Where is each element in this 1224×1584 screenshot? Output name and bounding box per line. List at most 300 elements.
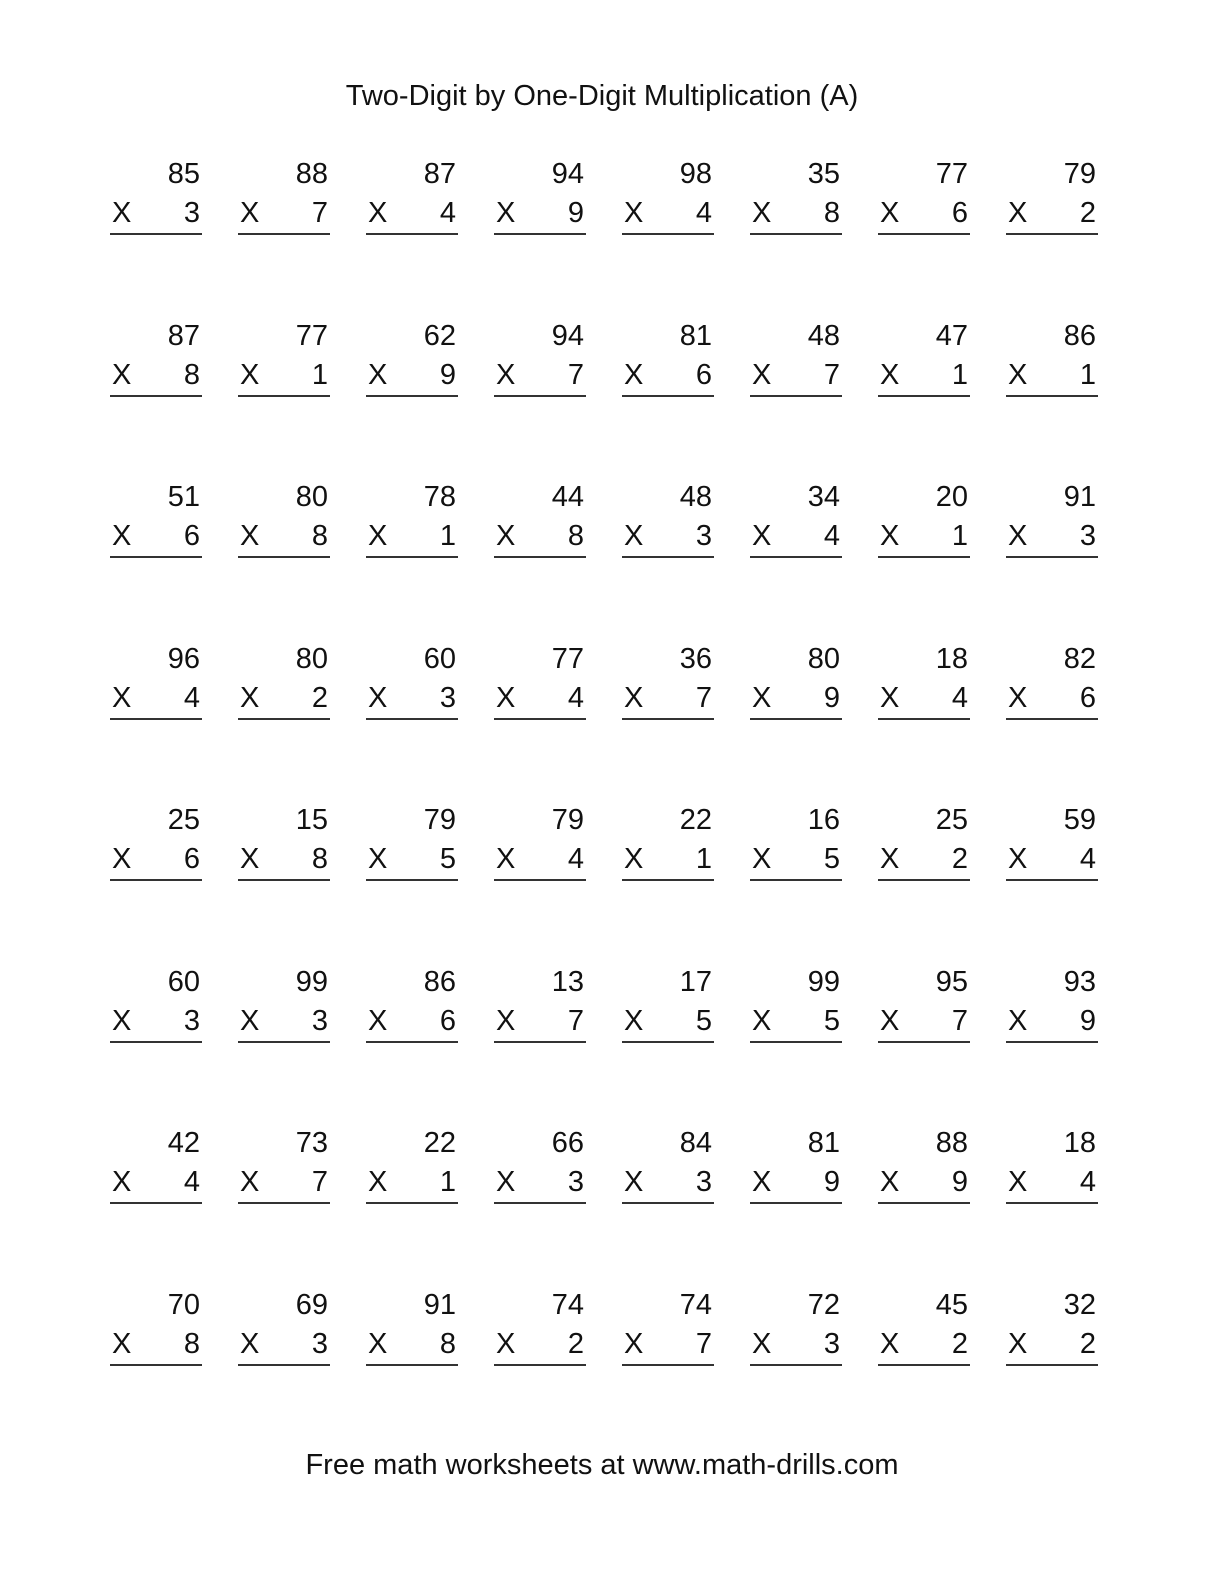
answer-line xyxy=(750,1364,842,1366)
multiplier: 7 xyxy=(951,1004,968,1037)
multiplicand: 34 xyxy=(807,481,840,513)
multiplicand: 20 xyxy=(935,481,968,513)
multiplicand: 74 xyxy=(551,1288,584,1321)
multiplication-problem xyxy=(622,801,714,883)
multiply-sign: X xyxy=(752,1166,772,1198)
multiply-sign: X xyxy=(624,681,644,714)
answer-line xyxy=(878,1202,970,1204)
multiplicand: 88 xyxy=(295,158,328,190)
multiply-sign: X xyxy=(240,197,260,229)
answer-line xyxy=(494,556,586,558)
multiplication-problem xyxy=(1006,963,1098,1045)
multiplier: 7 xyxy=(567,358,584,391)
multiplication-problem xyxy=(494,1286,586,1368)
multiply-sign: X xyxy=(496,197,516,229)
answer-line xyxy=(750,395,842,397)
multiply-sign: X xyxy=(752,1004,772,1037)
multiplication-problem xyxy=(238,963,330,1045)
multiplicand: 16 xyxy=(807,804,840,836)
multiplier: 2 xyxy=(1079,1327,1096,1360)
answer-line xyxy=(110,556,202,558)
answer-line xyxy=(238,1364,330,1366)
problem-row xyxy=(110,1124,1110,1214)
answer-line xyxy=(878,1041,970,1043)
answer-line xyxy=(494,879,586,881)
multiplication-problem xyxy=(110,1124,202,1206)
multiply-sign: X xyxy=(368,1327,388,1360)
answer-line xyxy=(878,556,970,558)
answer-line xyxy=(878,879,970,881)
multiply-sign: X xyxy=(496,1166,516,1198)
multiplicand: 95 xyxy=(935,965,968,998)
answer-line xyxy=(110,718,202,720)
multiply-sign: X xyxy=(496,520,516,552)
answer-line xyxy=(1006,556,1098,558)
answer-line xyxy=(878,718,970,720)
answer-line xyxy=(750,233,842,235)
multiplier: 7 xyxy=(311,197,328,229)
multiply-sign: X xyxy=(752,358,772,391)
answer-line xyxy=(238,556,330,558)
multiplication-problem xyxy=(750,317,842,399)
multiply-sign: X xyxy=(496,1327,516,1360)
multiplicand: 32 xyxy=(1063,1288,1096,1321)
multiplicand: 15 xyxy=(295,804,328,836)
multiplication-problem xyxy=(494,1124,586,1206)
multiplicand: 70 xyxy=(167,1288,200,1321)
multiplier: 2 xyxy=(951,1327,968,1360)
multiply-sign: X xyxy=(240,520,260,552)
multiplier: 3 xyxy=(439,681,456,714)
multiplication-problem xyxy=(1006,478,1098,560)
multiplication-problem xyxy=(622,963,714,1045)
multiply-sign: X xyxy=(112,197,132,229)
answer-line xyxy=(878,1364,970,1366)
multiply-sign: X xyxy=(752,520,772,552)
multiplicand: 72 xyxy=(807,1288,840,1321)
multiplier: 9 xyxy=(439,358,456,391)
multiplication-problem xyxy=(1006,1124,1098,1206)
multiplicand: 13 xyxy=(551,965,584,998)
multiplication-problem xyxy=(238,1286,330,1368)
multiplication-problem xyxy=(1006,155,1098,237)
multiplication-problem xyxy=(238,640,330,722)
multiplicand: 42 xyxy=(167,1127,200,1159)
multiply-sign: X xyxy=(496,843,516,875)
answer-line xyxy=(110,233,202,235)
problem-row xyxy=(110,801,1110,891)
multiplicand: 80 xyxy=(295,481,328,513)
worksheet-title: Two-Digit by One-Digit Multiplication (A) xyxy=(345,80,859,112)
multiplier: 8 xyxy=(183,1327,200,1360)
multiplication-problem xyxy=(110,1286,202,1368)
multiplicand: 22 xyxy=(423,1127,456,1159)
multiplier: 3 xyxy=(695,1166,712,1198)
answer-line xyxy=(622,233,714,235)
multiply-sign: X xyxy=(112,358,132,391)
multiplication-problem xyxy=(878,317,970,399)
multiplier: 3 xyxy=(823,1327,840,1360)
multiplicand: 59 xyxy=(1063,804,1096,836)
multiplier: 2 xyxy=(1079,197,1096,229)
multiplication-problem xyxy=(878,478,970,560)
multiplicand: 62 xyxy=(423,319,456,352)
multiply-sign: X xyxy=(496,358,516,391)
multiplicand: 87 xyxy=(423,158,456,190)
answer-line xyxy=(238,718,330,720)
multiplicand: 94 xyxy=(551,158,584,190)
multiply-sign: X xyxy=(624,843,644,875)
multiplication-problem xyxy=(238,478,330,560)
multiplication-problem xyxy=(750,640,842,722)
multiply-sign: X xyxy=(368,520,388,552)
multiplicand: 77 xyxy=(935,158,968,190)
multiplicand: 45 xyxy=(935,1288,968,1321)
answer-line xyxy=(622,1202,714,1204)
multiplication-problem xyxy=(494,155,586,237)
multiply-sign: X xyxy=(240,843,260,875)
multiply-sign: X xyxy=(1008,358,1028,391)
multiply-sign: X xyxy=(880,197,900,229)
multiplication-problem xyxy=(1006,801,1098,883)
multiplication-problem xyxy=(622,640,714,722)
multiplier: 5 xyxy=(823,843,840,875)
multiplication-problem xyxy=(622,1124,714,1206)
multiplicand: 84 xyxy=(679,1127,712,1159)
multiplication-problem xyxy=(1006,317,1098,399)
multiplicand: 44 xyxy=(551,481,584,513)
multiplicand: 87 xyxy=(167,319,200,352)
multiplication-problem xyxy=(238,801,330,883)
answer-line xyxy=(494,1364,586,1366)
multiplier: 8 xyxy=(823,197,840,229)
multiply-sign: X xyxy=(368,1004,388,1037)
multiplication-problem xyxy=(494,963,586,1045)
multiplicand: 18 xyxy=(1063,1127,1096,1159)
multiplier: 7 xyxy=(695,681,712,714)
multiplicand: 94 xyxy=(551,319,584,352)
multiplication-problem xyxy=(238,155,330,237)
multiplication-problem xyxy=(878,640,970,722)
multiply-sign: X xyxy=(240,681,260,714)
answer-line xyxy=(366,395,458,397)
problem-row xyxy=(110,155,1110,245)
multiplication-problem xyxy=(750,963,842,1045)
multiplicand: 69 xyxy=(295,1288,328,1321)
multiplication-problem xyxy=(750,155,842,237)
multiplier: 6 xyxy=(1079,681,1096,714)
multiplicand: 86 xyxy=(423,965,456,998)
multiplier: 9 xyxy=(951,1166,968,1198)
multiplier: 3 xyxy=(311,1004,328,1037)
multiplication-problem xyxy=(750,1124,842,1206)
multiplicand: 85 xyxy=(167,158,200,190)
multiplication-problem xyxy=(366,1124,458,1206)
multiplier: 8 xyxy=(311,843,328,875)
multiplication-problem xyxy=(878,801,970,883)
multiplication-problem xyxy=(1006,1286,1098,1368)
multiplier: 9 xyxy=(1079,1004,1096,1037)
multiplicand: 81 xyxy=(807,1127,840,1159)
answer-line xyxy=(622,395,714,397)
multiplier: 5 xyxy=(695,1004,712,1037)
multiplier: 2 xyxy=(951,843,968,875)
answer-line xyxy=(238,233,330,235)
multiply-sign: X xyxy=(496,681,516,714)
multiplication-problem xyxy=(110,963,202,1045)
multiplicand: 99 xyxy=(807,965,840,998)
answer-line xyxy=(110,1364,202,1366)
answer-line xyxy=(494,1041,586,1043)
multiplier: 6 xyxy=(183,843,200,875)
problem-row xyxy=(110,317,1110,407)
multiplicand: 17 xyxy=(679,965,712,998)
multiplier: 1 xyxy=(311,358,328,391)
multiplicand: 80 xyxy=(295,642,328,675)
multiply-sign: X xyxy=(240,1327,260,1360)
multiplication-problem xyxy=(366,478,458,560)
multiplier: 7 xyxy=(823,358,840,391)
multiplicand: 77 xyxy=(295,319,328,352)
multiplicand: 80 xyxy=(807,642,840,675)
answer-line xyxy=(366,556,458,558)
multiply-sign: X xyxy=(240,358,260,391)
multiplier: 3 xyxy=(183,197,200,229)
multiplicand: 91 xyxy=(423,1288,456,1321)
multiplicand: 79 xyxy=(551,804,584,836)
answer-line xyxy=(494,395,586,397)
answer-line xyxy=(110,1041,202,1043)
multiply-sign: X xyxy=(752,197,772,229)
answer-line xyxy=(1006,1202,1098,1204)
multiplicand: 96 xyxy=(167,642,200,675)
answer-line xyxy=(110,1202,202,1204)
multiplier: 9 xyxy=(567,197,584,229)
multiply-sign: X xyxy=(112,1004,132,1037)
multiplicand: 35 xyxy=(807,158,840,190)
multiplication-problem xyxy=(110,155,202,237)
multiply-sign: X xyxy=(880,681,900,714)
multiply-sign: X xyxy=(880,358,900,391)
multiplier: 3 xyxy=(695,520,712,552)
multiply-sign: X xyxy=(880,843,900,875)
multiply-sign: X xyxy=(112,1327,132,1360)
multiplicand: 51 xyxy=(167,481,200,513)
multiplier: 6 xyxy=(951,197,968,229)
multiply-sign: X xyxy=(1008,681,1028,714)
answer-line xyxy=(622,556,714,558)
multiplicand: 74 xyxy=(679,1288,712,1321)
answer-line xyxy=(494,1202,586,1204)
multiplication-problem xyxy=(878,1124,970,1206)
multiplier: 6 xyxy=(183,520,200,552)
answer-line xyxy=(622,879,714,881)
multiplier: 8 xyxy=(567,520,584,552)
answer-line xyxy=(366,879,458,881)
multiplier: 4 xyxy=(183,1166,200,1198)
multiply-sign: X xyxy=(752,681,772,714)
multiplication-problem xyxy=(622,1286,714,1368)
multiply-sign: X xyxy=(752,843,772,875)
multiplication-problem xyxy=(494,801,586,883)
multiplicand: 86 xyxy=(1063,319,1096,352)
problem-row xyxy=(110,1286,1110,1376)
multiplication-problem xyxy=(622,478,714,560)
multiply-sign: X xyxy=(752,1327,772,1360)
answer-line xyxy=(878,233,970,235)
multiplicand: 36 xyxy=(679,642,712,675)
answer-line xyxy=(622,1364,714,1366)
answer-line xyxy=(110,395,202,397)
multiplication-problem xyxy=(110,478,202,560)
answer-line xyxy=(366,1202,458,1204)
multiplicand: 98 xyxy=(679,158,712,190)
multiplication-problem xyxy=(366,1286,458,1368)
multiply-sign: X xyxy=(1008,520,1028,552)
multiply-sign: X xyxy=(880,1004,900,1037)
multiplier: 4 xyxy=(183,681,200,714)
multiplicand: 25 xyxy=(935,804,968,836)
multiplier: 4 xyxy=(1079,843,1096,875)
multiplier: 4 xyxy=(951,681,968,714)
multiplication-problem xyxy=(238,317,330,399)
multiply-sign: X xyxy=(368,358,388,391)
multiplier: 2 xyxy=(567,1327,584,1360)
answer-line xyxy=(366,233,458,235)
multiply-sign: X xyxy=(624,1166,644,1198)
multiply-sign: X xyxy=(112,843,132,875)
multiplicand: 60 xyxy=(423,642,456,675)
multiplier: 3 xyxy=(1079,520,1096,552)
multiply-sign: X xyxy=(624,197,644,229)
multiplication-problem xyxy=(622,155,714,237)
multiplicand: 79 xyxy=(1063,158,1096,190)
answer-line xyxy=(494,233,586,235)
multiplicand: 66 xyxy=(551,1127,584,1159)
problem-row xyxy=(110,640,1110,730)
multiplier: 1 xyxy=(439,1166,456,1198)
multiplication-problem xyxy=(366,155,458,237)
answer-line xyxy=(366,1041,458,1043)
multiply-sign: X xyxy=(368,843,388,875)
problem-row xyxy=(110,963,1110,1053)
answer-line xyxy=(1006,233,1098,235)
multiplicand: 91 xyxy=(1063,481,1096,513)
multiplication-problem xyxy=(110,640,202,722)
multiplication-problem xyxy=(878,963,970,1045)
multiplication-problem xyxy=(494,317,586,399)
multiplier: 4 xyxy=(567,843,584,875)
answer-line xyxy=(878,395,970,397)
answer-line xyxy=(750,1041,842,1043)
multiplicand: 18 xyxy=(935,642,968,675)
multiplicand: 22 xyxy=(679,804,712,836)
answer-line xyxy=(1006,395,1098,397)
answer-line xyxy=(1006,1364,1098,1366)
multiplication-problem xyxy=(110,317,202,399)
multiplier: 8 xyxy=(311,520,328,552)
multiplicand: 93 xyxy=(1063,965,1096,998)
multiply-sign: X xyxy=(112,681,132,714)
multiply-sign: X xyxy=(624,358,644,391)
multiplier: 1 xyxy=(439,520,456,552)
multiply-sign: X xyxy=(112,1166,132,1198)
multiplication-problem xyxy=(1006,640,1098,722)
multiplier: 1 xyxy=(1079,358,1096,391)
multiply-sign: X xyxy=(240,1004,260,1037)
multiplier: 9 xyxy=(823,681,840,714)
multiplication-problem xyxy=(366,640,458,722)
answer-line xyxy=(750,718,842,720)
answer-line xyxy=(622,718,714,720)
multiplicand: 48 xyxy=(679,481,712,513)
multiply-sign: X xyxy=(368,1166,388,1198)
multiplier: 8 xyxy=(183,358,200,391)
multiplier: 6 xyxy=(439,1004,456,1037)
multiplication-problem xyxy=(878,1286,970,1368)
answer-line xyxy=(1006,879,1098,881)
multiplicand: 25 xyxy=(167,804,200,836)
multiplication-problem xyxy=(878,155,970,237)
multiplier: 4 xyxy=(567,681,584,714)
answer-line xyxy=(494,718,586,720)
answer-line xyxy=(238,395,330,397)
multiplicand: 99 xyxy=(295,965,328,998)
multiply-sign: X xyxy=(240,1166,260,1198)
multiply-sign: X xyxy=(368,197,388,229)
multiplier: 9 xyxy=(823,1166,840,1198)
multiplication-problem xyxy=(494,640,586,722)
multiplier: 5 xyxy=(439,843,456,875)
answer-line xyxy=(1006,718,1098,720)
multiply-sign: X xyxy=(624,520,644,552)
multiplier: 4 xyxy=(695,197,712,229)
multiplier: 7 xyxy=(311,1166,328,1198)
multiplication-problem xyxy=(366,317,458,399)
multiply-sign: X xyxy=(624,1004,644,1037)
multiply-sign: X xyxy=(368,681,388,714)
answer-line xyxy=(1006,1041,1098,1043)
multiplier: 8 xyxy=(439,1327,456,1360)
answer-line xyxy=(622,1041,714,1043)
multiply-sign: X xyxy=(624,1327,644,1360)
multiplier: 1 xyxy=(695,843,712,875)
multiplier: 4 xyxy=(439,197,456,229)
multiplier: 6 xyxy=(695,358,712,391)
multiplicand: 47 xyxy=(935,319,968,352)
multiplication-problem xyxy=(366,963,458,1045)
multiplicand: 77 xyxy=(551,642,584,675)
answer-line xyxy=(750,1202,842,1204)
multiplicand: 78 xyxy=(423,481,456,513)
multiplicand: 81 xyxy=(679,319,712,352)
multiplier: 1 xyxy=(951,358,968,391)
multiplier: 2 xyxy=(311,681,328,714)
multiplication-problem xyxy=(750,1286,842,1368)
answer-line xyxy=(110,879,202,881)
multiply-sign: X xyxy=(880,520,900,552)
multiplication-problem xyxy=(238,1124,330,1206)
answer-line xyxy=(366,1364,458,1366)
multiplier: 4 xyxy=(1079,1166,1096,1198)
multiply-sign: X xyxy=(880,1166,900,1198)
multiplication-problem xyxy=(750,801,842,883)
multiply-sign: X xyxy=(1008,1166,1028,1198)
multiplier: 3 xyxy=(183,1004,200,1037)
answer-line xyxy=(750,879,842,881)
multiplier: 3 xyxy=(567,1166,584,1198)
multiplicand: 73 xyxy=(295,1127,328,1159)
